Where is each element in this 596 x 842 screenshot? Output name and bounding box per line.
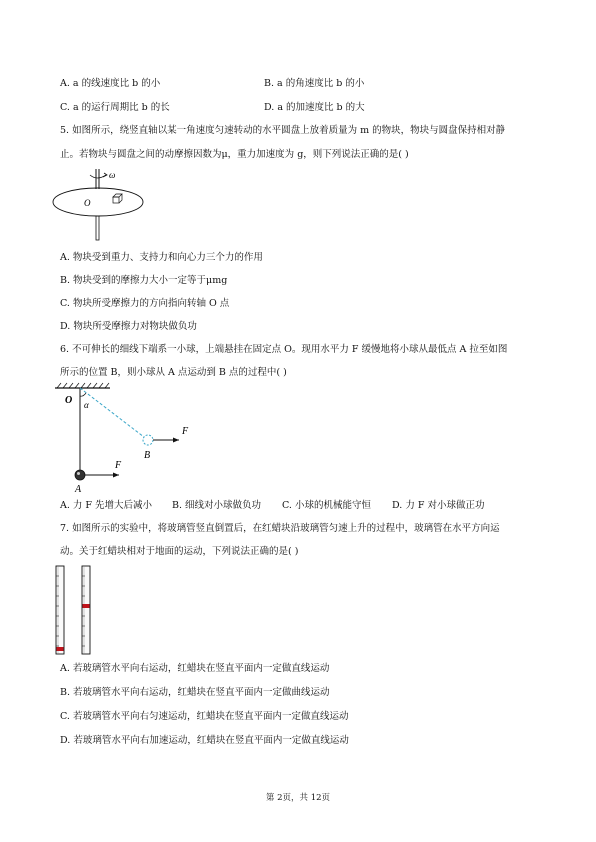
q7-option-a: A. 若玻璃管水平向右运动，红蜡块在竖直平面内一定做直线运动 <box>60 663 330 674</box>
q5-option-b: B. 物块受到的摩擦力大小一定等于μmg <box>60 275 228 286</box>
q6-stem-line2: 所示的位置 B，则小球从 A 点运动到 B 点的过程中( ) <box>60 367 287 378</box>
q4-option-b: B. a 的角速度比 b 的小 <box>264 78 365 89</box>
force-arrow-top-icon <box>173 438 179 443</box>
q7-glass-tubes-figure <box>54 564 104 656</box>
q5-option-d: D. 物块所受摩擦力对物块做负功 <box>60 321 197 332</box>
q4-option-c: C. a 的运行周期比 b 的长 <box>60 102 170 113</box>
q6-option-b: B. 细线对小球做负功 <box>172 500 262 511</box>
q4-option-a: A. a 的线速度比 b 的小 <box>60 78 161 89</box>
ball-a-icon <box>75 470 85 480</box>
dashed-string-to-b <box>80 388 144 437</box>
q5-rotating-disk-figure <box>52 165 182 245</box>
fig-o-label: O <box>65 395 73 406</box>
q7-option-c: C. 若玻璃管水平向右匀速运动，红蜡块在竖直平面内一定做直线运动 <box>60 711 349 722</box>
glass-tube-left <box>56 566 64 654</box>
q6-option-a: A. 力 F 先增大后减小 <box>60 500 153 511</box>
fig-o-label: O <box>84 198 91 208</box>
disk-ellipse <box>53 188 143 216</box>
fig-f-top-label: F <box>182 426 189 437</box>
ball-b-icon <box>143 435 153 445</box>
page-footer: 第 2页，共 12页 <box>265 793 331 803</box>
fig-a-label: A <box>75 484 82 495</box>
q6-pendulum-figure <box>55 382 205 497</box>
q5-option-c: C. 物块所受摩擦力的方向指向转轴 O 点 <box>60 298 230 309</box>
q7-option-b: B. 若玻璃管水平向右运动，红蜡块在竖直平面内一定做曲线运动 <box>60 687 330 698</box>
q5-option-a: A. 物块受到重力、支持力和向心力三个力的作用 <box>60 252 263 263</box>
force-arrow-bottom-icon <box>113 473 119 478</box>
fig-omega-label: ω <box>109 170 116 180</box>
q7-stem-line2: 动。关于红蜡块相对于地面的运动，下列说法正确的是( ) <box>60 546 299 557</box>
fig-b-label: B <box>144 450 151 461</box>
q5-stem-line1: 5. 如图所示，绕竖直轴以某一角速度匀速转动的水平圆盘上放着质量为 m 的物块，物块与圆盘保持相对静 <box>60 125 506 136</box>
q5-stem-line2: 止。若物块与圆盘之间的动摩擦因数为μ，重力加速度为 g，则下列说法正确的是( ) <box>60 149 409 160</box>
q6-stem-line1: 6. 不可伸长的细线下端系一小球，上端悬挂在固定点 O。现用水平力 F 缓慢地将小球从最低点 A 拉至如图 <box>60 344 508 355</box>
glass-tube-right <box>82 566 90 654</box>
fig-f-bottom-label: F <box>115 460 122 471</box>
q7-option-d: D. 若玻璃管水平向右加速运动，红蜡块在竖直平面内一定做直线运动 <box>60 735 349 746</box>
red-wax-block-right <box>83 604 90 608</box>
fig-alpha-label: α <box>84 400 89 410</box>
red-wax-block-left <box>57 647 64 651</box>
q4-option-d: D. a 的加速度比 b 的大 <box>264 102 365 113</box>
block-icon <box>113 194 122 203</box>
q7-stem-line1: 7. 如图所示的实验中，将玻璃管竖直倒置后，在红蜡块沿玻璃管匀速上升的过程中，玻璃管在水平方向运 <box>60 523 500 534</box>
q6-option-d: D. 力 F 对小球做正功 <box>392 500 485 511</box>
q6-option-c: C. 小球的机械能守恒 <box>282 500 371 511</box>
